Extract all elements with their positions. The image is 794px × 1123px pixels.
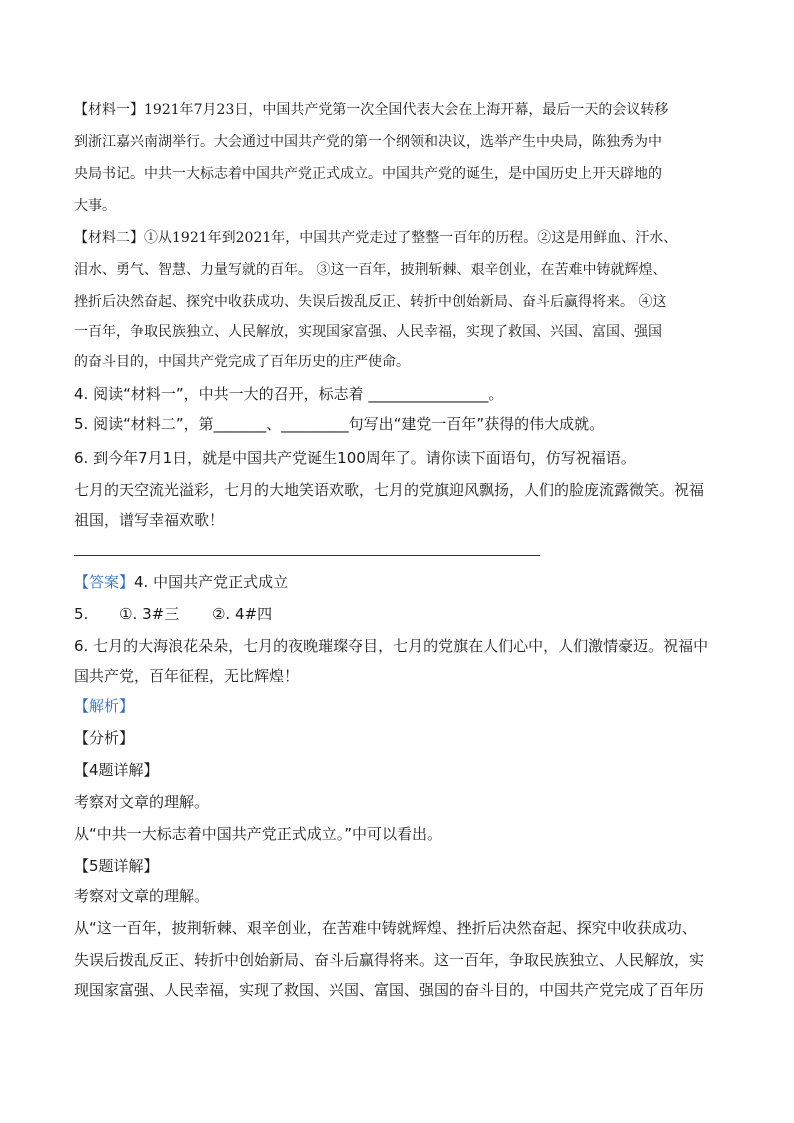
material2-line: 泪水、勇气、智慧、力量写就的百年。 ③这一百年，披荆斩棘、艰辛创业，在苦难中铸就辉煌、 <box>74 262 667 278</box>
detail-5-text: 失误后拨乱反正、转折中创始新局、奋斗后赢得将来。这一百年，争取民族独立、人民解放，实 <box>74 951 705 969</box>
answer-6: 6. 七月的大海浪花朵朵，七月的夜晚璀璨夺目，七月的党旗在人们心中，人们激情豪迈。祝福中 <box>74 637 709 655</box>
answer-5-row <box>74 604 272 624</box>
question-5: 5. 阅读“材料二”，第_______、_________句写出“建党一百年”获得的伟大成就。 <box>74 415 605 433</box>
analysis-tag: 【解析】 <box>74 697 135 715</box>
detail-4-title: 【4题详解】 <box>74 761 159 779</box>
material2-line: 的奋斗目的，中国共产党完成了百年历史的庄严使命。 <box>74 354 410 370</box>
material2-line: 【材料二】①从1921年到2021年，中国共产党走过了整整一百年的历程。②这是用鲜血、汗水、 <box>74 230 678 246</box>
answer-tag: 【答案】 <box>74 573 135 591</box>
material1-line: 到浙江嘉兴南湖举行。大会通过中国共产党的第一个纲领和决议，选举产生中央局，陈独秀为中 <box>74 134 662 150</box>
question-4: 4. 阅读“材料一”，中共一大的召开，标志着 ________________。 <box>74 385 504 403</box>
question-6: 6. 到今年7月1日，就是中国共产党诞生100周年了。请你读下面语句，仿写祝福语。 <box>74 449 636 467</box>
answer-4: 4. 中国共产党正式成立 <box>134 573 289 591</box>
material1-line: 央局书记。中共一大标志着中国共产党正式成立。中国共产党的诞生，是中国历史上开天辟地的 <box>74 166 662 182</box>
question-6-example: 祖国，谱写幸福欢歌！ <box>74 511 225 529</box>
material1-line: 大事。 <box>74 198 116 214</box>
material1-line: 【材料一】1921年7月23日，中国共产党第一次全国代表大会在上海开幕，最后一天的会议转移 <box>74 102 669 118</box>
answer-blank-line <box>74 555 540 556</box>
answer-4-row <box>74 572 288 592</box>
detail-4-text: 从“中共一大标志着中国共产党正式成立。”中可以看出。 <box>74 825 443 843</box>
question-6-example: 七月的天空流光溢彩，七月的大地笑语欢歌，七月的党旗迎风飘扬，人们的脸庞流露微笑。祝福 <box>74 481 705 499</box>
material2-line: 一百年，争取民族独立、人民解放，实现国家富强、人民幸福，实现了救国、兴国、富国、强国 <box>74 324 662 340</box>
detail-5-text: 现国家富强、人民幸福，实现了救国、兴国、富国、强国的奋斗目的，中国共产党完成了百年历 <box>74 981 705 999</box>
detail-5-text: 考察对文章的理解。 <box>74 887 210 905</box>
detail-4-text: 考察对文章的理解。 <box>74 793 210 811</box>
answer-6: 国共产党，百年征程，无比辉煌！ <box>74 667 300 685</box>
material2-line: 挫折后决然奋起、探究中收获成功、失误后拨乱反正、转折中创始新局、奋斗后赢得将来。 ④这 <box>74 294 667 310</box>
detail-5-title: 【5题详解】 <box>74 857 159 875</box>
analysis-heading: 【分析】 <box>74 729 135 747</box>
answer-5-number: 5. <box>74 605 89 623</box>
answer-5-option-1: ①. 3#三 <box>119 605 180 623</box>
detail-5-text: 从“这一百年，披荆斩棘、艰辛创业，在苦难中铸就辉煌、挫折后决然奋起、探究中收获成功、 <box>74 919 697 937</box>
answer-5-option-2: ②. 4#四 <box>211 605 273 623</box>
